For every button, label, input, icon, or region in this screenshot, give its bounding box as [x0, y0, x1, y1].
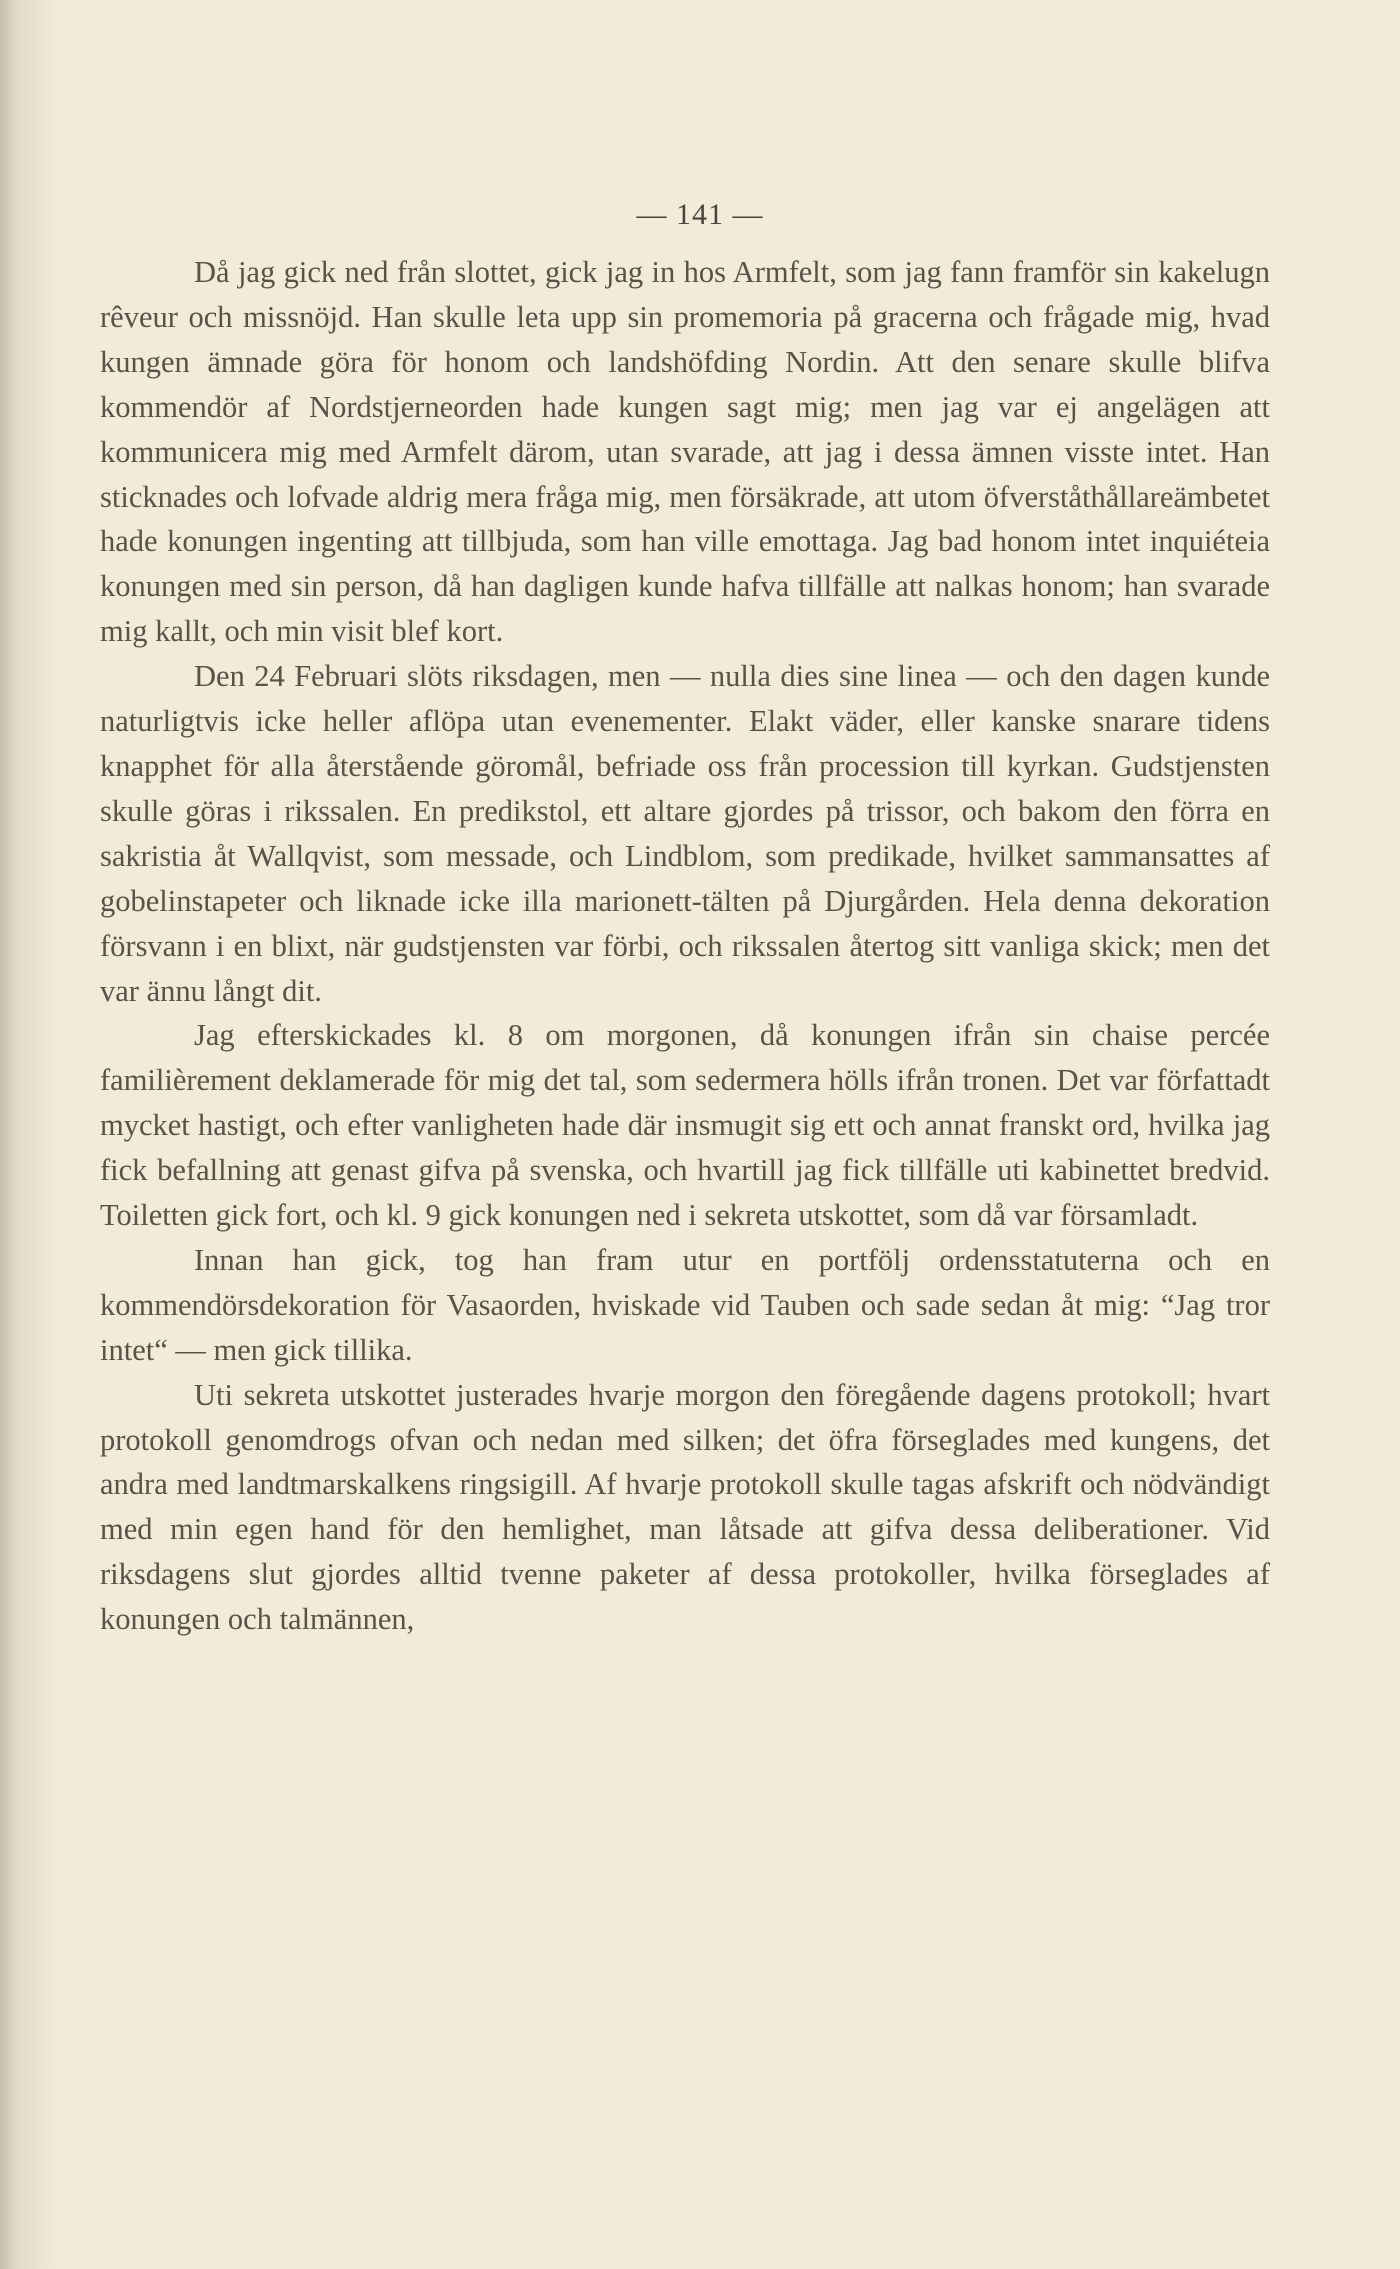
paragraph: Jag efterskickades kl. 8 om morgonen, då konungen ifrån sin chaise percée familièrement deklamerade för mig det tal, som sedermera hölls ifrån tronen. Det var författadt mycket hastigt, och efter vanligheten hade där insmugit sig ett och annat franskt ord, hvilka jag fick befallning att genast gifva på svenska, och hvartill jag fick tillfälle uti kabinettet bredvid. Toiletten gick fort, och kl. 9 gick konungen ned i sekreta utskottet, som då var församladt.: [100, 1018, 1270, 1233]
paragraph: Då jag gick ned från slottet, gick jag in hos Armfelt, som jag fann framför sin kakelugn rêveur och missnöjd. Han skulle leta upp sin promemoria på gracerna och frågade mig, hvad kungen ämnade göra för honom och landshöfding Nordin. Att den senare skulle blifva kommendör af Nordstjerneorden hade kungen sagt mig; men jag var ej angelägen att kommunicera mig med Armfelt därom, utan svarade, att jag i dessa ämnen visste intet. Han sticknades och lofvade aldrig mera fråga mig, men försäkrade, att utom öfverståthållareämbetet hade konungen ingenting att tillbjuda, som han ville emottaga. Jag bad honom intet inquiéteia konungen med sin person, då han dagligen kunde hafva tillfälle att nalkas honom; han svarade mig kallt, och min visit blef kort.: [100, 255, 1270, 649]
body-text: [100, 250, 1270, 1642]
paragraph: Innan han gick, tog han fram utur en portfölj ordensstatuterna och en kommendörsdekoration för Vasaorden, hviskade vid Tauben och sade sedan åt mig: “Jag tror intet“ — men gick tillika.: [100, 1242, 1270, 1367]
paragraph: Den 24 Februari slöts riksdagen, men — nulla dies sine linea — och den dagen kunde naturligtvis icke heller aflöpa utan evenementer. Elakt väder, eller kanske snarare tidens knapphet för alla återstående göromål, befriade oss från procession till kyrkan. Gudstjensten skulle göras i rikssalen. En predikstol, ett altare gjordes på trissor, och bakom den förra en sakristia åt Wallqvist, som messade, och Lindblom, som predikade, hvilket sammansattes af gobelinstapeter och liknade icke illa marionett-tälten på Djurgården. Hela denna dekoration försvann i en blixt, när gudstjensten var förbi, och rikssalen återtog sitt vanliga skick; men det var ännu långt dit.: [100, 659, 1270, 1008]
paragraph: Uti sekreta utskottet justerades hvarje morgon den föregående dagens protokoll; hvart protokoll genomdrogs ofvan och nedan med silken; det öfra förseglades med kungens, det andra med landtmarskalkens ringsigill. Af hvarje protokoll skulle tagas afskrift och nödvändigt med min egen hand för den hemlighet, man låtsade att gifva dessa deliberationer. Vid riksdagens slut gjordes alltid tvenne paketer af dessa protokoller, hvilka förseglades af konungen och talmännen,: [100, 1377, 1270, 1637]
page-number: — 141 —: [636, 198, 764, 231]
